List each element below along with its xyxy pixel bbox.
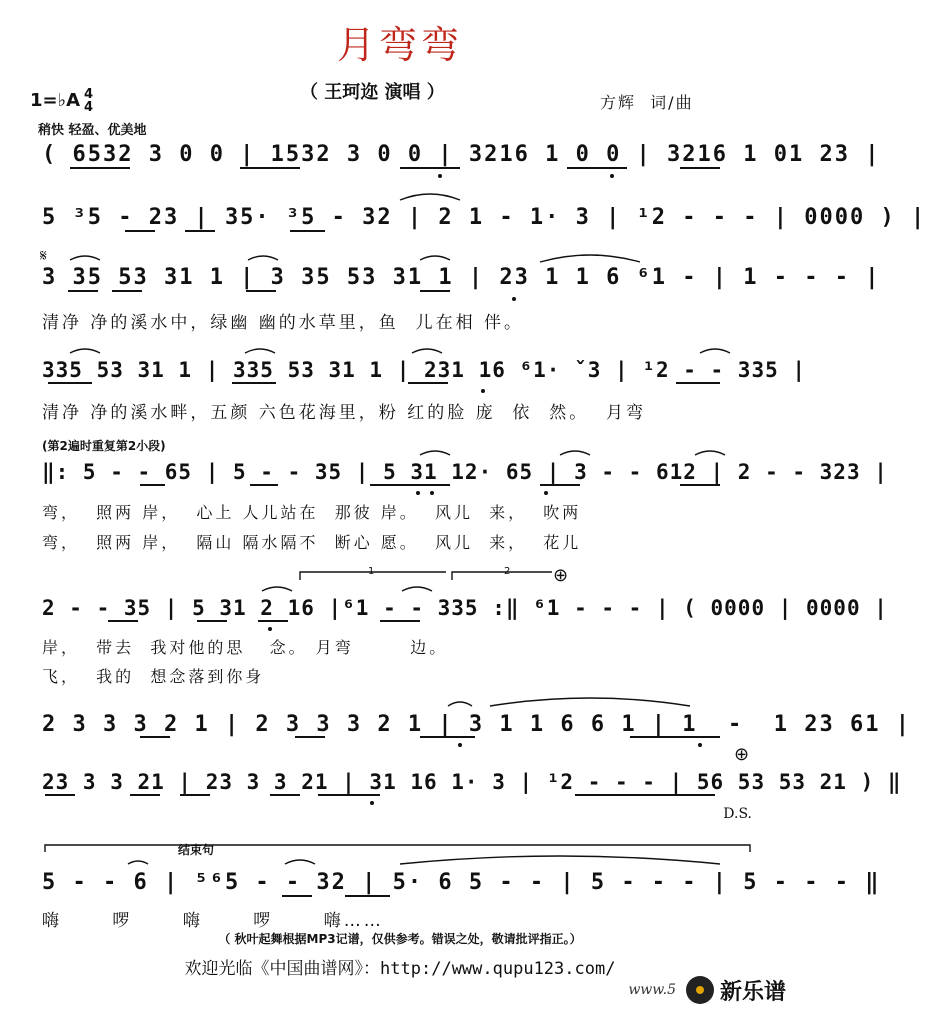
time-bottom: 4 xyxy=(84,100,94,115)
transcription-note: （ 秋叶起舞根据MP3记谱，仅供参考。错误之处，敬请批评指正。） xyxy=(218,932,582,946)
composer-credit: 方辉 词/曲 xyxy=(600,93,694,112)
tempo-marking: 稍快 轻盈、优美地 xyxy=(38,123,147,138)
coda-icon: ⊕ xyxy=(553,565,569,586)
website-link[interactable]: 欢迎光临《中国曲谱网》：http://www.qupu123.com/ xyxy=(184,959,616,979)
score-line-9: 5 - - 6 | ⁵⁶5 - - 32 | 5· 6 5 - - | 5 - - - | 5 - - - ‖ xyxy=(42,870,881,895)
segno-icon: 𝄋 xyxy=(40,246,47,265)
score-line-8: 23 3 3 21 | 23 3 3 21 | 31 16 1· 3 | ¹2 - - - | 56 53 53 21 ) ‖ xyxy=(42,770,902,794)
lyric-line-6a: 岸， 带去 我对他的思 念。 月弯 边。 xyxy=(42,638,449,657)
key-label: 1=♭A xyxy=(30,90,81,111)
score-line-3: 3 35 53 31 1 | 3 35 53 31 1 | 23 1 1 6 ⁶1 - | 1 - - - | xyxy=(42,265,881,290)
song-title: 月弯弯 xyxy=(336,23,463,67)
volta-1-label: 1 xyxy=(368,566,375,577)
repeat-annotation: (第2遍时重复第2小段) xyxy=(42,439,166,453)
logo-url-fragment: www.5 xyxy=(628,982,676,998)
score-line-2: 5 ³5 - 23 | 35· ³5 - 32 | 2 1 - 1· 3 | ¹2 - - - | 0000 ) | xyxy=(42,205,926,230)
time-signature xyxy=(84,88,93,114)
lyric-line-5b: 弯， 照两 岸， 隔山 隔水隔不 断心 愿。 风儿 来， 花儿 xyxy=(42,533,582,552)
site-logo[interactable] xyxy=(628,975,786,1005)
score-line-6: 2 - - 35 | 5 31 2 16 |⁶1 - - 335 :‖ ⁶1 - - - | ( 0000 | 0000 | xyxy=(42,596,888,620)
lyric-line-3: 清净 净的溪水中，绿幽 幽的水草里，鱼 儿在相 伴。 xyxy=(42,313,525,333)
volta-2-label: 2 xyxy=(504,566,511,577)
lyric-line-4: 清净 净的溪水畔，五颜 六色花海里，粉 红的脸 庞 依 然。 月弯 xyxy=(42,403,647,423)
ending-label: 结束句 xyxy=(178,843,215,857)
logo-brand-text: 新乐谱 xyxy=(719,979,786,1005)
lyric-line-9: 嗨 啰 嗨 啰 嗨…… xyxy=(42,911,384,931)
dal-segno-marking: D.S. xyxy=(723,806,752,822)
time-top: 4 xyxy=(84,87,94,102)
lyric-line-5a: 弯， 照两 岸， 心上 人儿站在 那彼 岸。 风儿 来， 吹两 xyxy=(42,503,582,522)
score-line-4: 335 53 31 1 | 335 53 31 1 | 231 16 ⁶1· ˇ3 | ¹2 - - 335 | xyxy=(42,358,807,382)
key-signature xyxy=(30,88,93,114)
score-line-7: 2 3 3 3 2 1 | 2 3 3 3 2 1 | 3 1 1 6 6 1 | 1 - 1 23 61 | xyxy=(42,712,911,737)
lyric-line-6b: 飞， 我的 想念落到你身 xyxy=(42,667,265,686)
performer-line: （ 王珂迩 演唱 ） xyxy=(300,82,445,103)
score-line-1: ( 6532 3 0 0 | 1532 3 0 0 | 3216 1 0 0 | 3216 1 01 23 | xyxy=(42,142,881,167)
record-disc-icon xyxy=(686,976,714,1004)
score-line-5: ‖: 5 - - 65 | 5 - - 35 | 5 31 12· 65 | 3 - - 612 | 2 - - 323 | xyxy=(42,460,888,484)
coda-icon-2: ⊕ xyxy=(734,744,750,765)
